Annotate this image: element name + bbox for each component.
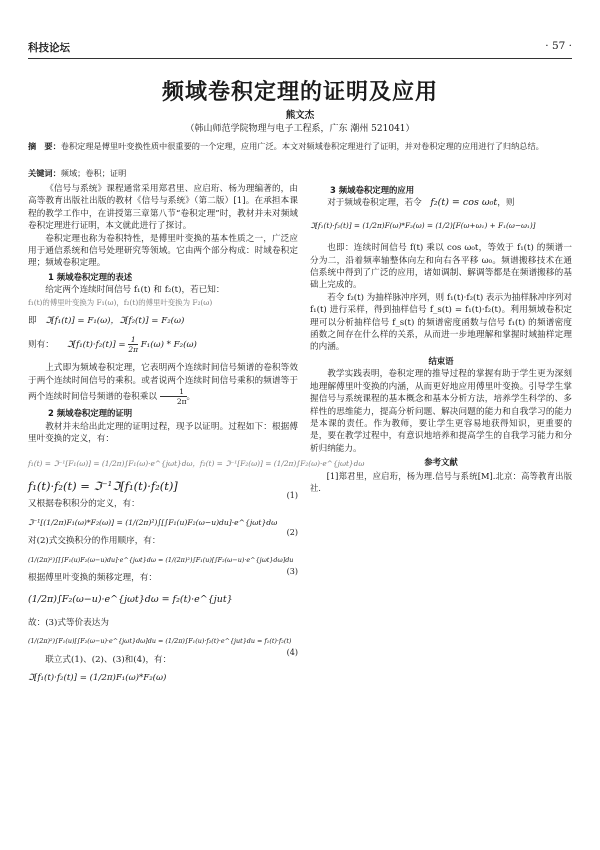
keywords-label: 关键词：: [28, 168, 61, 178]
section-3-paragraph-2: 若令 f₂(t) 为抽样脉冲序列，则 f₁(t)·f₂(t) 表示为抽样脉冲序列对 f₁(t) 进行采样，得到抽样信号 f_s(t) = f₁(t)·f₂(t)。利用频域卷积定理可以分析抽样信号 f_s(t) 的频谱密度函数与信号 f₁(t) 的频谱密度函数之间存在什么样的关系，从而进一步地理解和掌握时域抽样定理的内涵。: [310, 292, 572, 353]
formula-1: f₁(t)·f₂(t) = ℑ⁻¹ℑ[f₁(t)·f₂(t)] (1): [28, 480, 298, 492]
formula-cos: f₂(t) = cos ω₀t: [430, 197, 498, 209]
formula-3: (1/(2π)²)∫[∫F₁(u)F₂(ω−u)du]·e^{jωt}dω = (1/(2π)²)∫F₁(u)[∫F₂(ω−u)·e^{jωt}dω]du (3): [28, 554, 298, 566]
journal-name: 科技论坛: [28, 42, 70, 54]
formula-given: [28, 315, 298, 327]
section-1-given: f₁(t)的傅里叶变换为 F₁(ω)，f₂(t)的傅里叶变换为 F₂(ω): [28, 297, 213, 307]
formula-theorem: [28, 335, 298, 354]
fraction-inline: $\frac{1}{2\pi}$: [160, 387, 187, 406]
formula-inverse-transforms: f₁(t) = ℑ⁻¹[F₁(ω)] = (1/2π)∫F₁(ω)·e^{jωt}dω，f₂(t) = ℑ⁻¹[F₂(ω)] = (1/2π)∫F₂(ω)·e^{jωt}dω: [28, 458, 365, 468]
formula-given-lead: 即: [28, 316, 37, 327]
paper-title: 频域卷积定理的证明及应用: [161, 79, 438, 105]
intro-paragraph-2: 卷积定理也称为卷积特性，是傅里叶变换的基本性质之一，广泛应用于通信系统和信号处理研究等领域。它由两个部分构成：时域卷积定理；频域卷积定理。: [28, 233, 298, 269]
header-rule: [28, 58, 572, 59]
section-3-heading: 3 频域卷积定理的应用: [330, 185, 415, 195]
left-column: [28, 183, 365, 843]
paragraph-equivalent: 故：(3)式等价表达为: [28, 617, 109, 628]
references-heading: 参考文献: [424, 457, 458, 468]
section-2-heading: 2 频域卷积定理的证明: [48, 408, 133, 419]
section-1-paragraph: 给定两个连续时间信号 f₁(t) 和 f₂(t)，若已知：: [45, 285, 225, 296]
formula-result: ℑ[f₁(t)·f₂(t)] = (1/2π)F₁(ω)*F₂(ω): [28, 672, 167, 683]
keywords-text: 频域；卷积；证明: [60, 168, 127, 178]
author: 熊文杰: [285, 110, 315, 121]
formula-2: ℑ⁻¹[(1/2π)F₁(ω)*F₂(ω)] = (1/(2π)²)∫[∫F₁(u)F₂(ω−u)du]·e^{jωt}dω (2): [28, 517, 298, 529]
section-3-paragraph-1: 也即：连续时间信号 f(t) 乘以 cos ω₀t，等效于 f₁(t) 的频谱一分为二，沿着频率轴整体向左和向右各平移 ω₀。频谱搬移技术在通信系统中得到了广泛的应用，诸如调制、解调等都是在频谱搬移的基础上完成的。: [310, 243, 572, 291]
eq-number-3: (3): [286, 566, 298, 576]
section-2-paragraph: 教材并未给出此定理的证明过程，现予以证明。过程如下：根据傅里叶变换的定义，有：: [28, 421, 298, 445]
right-column: [310, 183, 572, 503]
formula-freq-shift: (1/2π)∫F₂(ω−u)·e^{jωt}dω = f₂(t)·e^{jut}: [28, 594, 233, 606]
page-number: · 57 ·: [545, 40, 572, 52]
formula-theorem-lead: 则有：: [28, 340, 50, 351]
abstract-text: 卷积定理是傅里叶变换性质中很重要的一个定理，应用广泛。本文对频域卷积定理进行了证明，并对卷积定理的应用进行了归纳总结。: [60, 141, 544, 151]
fraction-theorem: $\frac{1}{2\pi}$: [128, 335, 139, 355]
paragraph-freq-shift: 根据傅里叶变换的频移定理，有：: [28, 572, 157, 583]
abstract-label: 摘 要：: [28, 141, 61, 151]
paragraph-combine: 联立式(1)、(2)、(3)和(4)，有：: [45, 654, 172, 665]
eq-number-2: (2): [286, 527, 298, 537]
running-header: [28, 40, 572, 56]
abstract: [28, 140, 572, 153]
formula-4: (1/(2π)²)∫F₁(u)[∫F₂(ω−u)·e^{jωt}dω]du = (1/2π)∫F₁(u)·f₂(t)·e^{jut}du = f₁(t)·f₂(t) (4): [28, 635, 298, 647]
conclusion-heading: 结束语: [428, 355, 454, 366]
paragraph-swap-order: 对(2)式交换积分的作用顺序，有：: [28, 536, 161, 547]
formula-given-expr: ℑ[f₁(t)] = F₁(ω)，ℑ[f₂(t)] = F₂(ω): [45, 316, 185, 327]
intro-paragraph-1: 《信号与系统》课程通常采用郑君里、应启珩、杨为理编著的，由高等教育出版社出版的教材《信号与系统》（第二版）[1]。在承担本课程的教学工作中，在讲授第三章第八节“卷积定理”时，教材并未对频域卷积定理进行证明，本文就此进行了探讨。: [28, 184, 298, 232]
eq-number-4: (4): [286, 648, 298, 658]
reference-1: [1]郑君里，应启珩，杨为理.信号与系统[M].北京：高等教育出版社.: [310, 470, 572, 493]
conclusion-paragraph: 教学实践表明，卷积定理的推导过程的掌握有助于学生更为深刻地理解傅里叶变换的内涵，从而更好地应用傅里叶变换。引导学生掌握信号与系统课程的基本概念和基本分析方法，培养学生科学的、多样性的思维能力，提高分析问题、解决问题的能力和自我学习的能力是本课的责任。作为教师，要让学生更容易地获得知识，更重要的是，要在教学过程中，有意识地培养和提高学生的自我学习能力和分析归纳能力。: [310, 369, 572, 454]
formula-modulation: ℑ[f₁(t)·f₂(t)] = (1/2π)F(ω)*F₂(ω) = (1/2)[F(ω+ω₁) + F₁(ω−ω₁)]: [310, 220, 536, 230]
affiliation: （韩山师范学院物理与电子工程系，广东 潮州 521041）: [185, 124, 415, 134]
eq-number-1: (1): [286, 490, 298, 500]
paragraph-conv-def: 又根据卷积积分的定义，有：: [28, 499, 140, 510]
formula-theorem-rhs: F₁(ω) * F₂(ω): [140, 340, 197, 351]
section-1-explanation: 上式即为频域卷积定理，它表明两个连续时间信号频谱的卷积等效于两个连续时间信号的乘积。或者说两个连续时间信号乘积的频谱等于两个连续时间信号频谱的卷积乘以 $\frac{1}{2\pi}$ 。: [28, 363, 298, 407]
section-3-intro: 对于频域卷积定理，若令 f₂(t) = cos ω₀t，则: [327, 197, 515, 209]
section-1-heading: 1 频域卷积定理的表述: [48, 271, 133, 282]
formula-theorem-lhs: ℑ[f₁(t)·f₂(t)] =: [66, 340, 126, 351]
keywords: [28, 168, 572, 179]
